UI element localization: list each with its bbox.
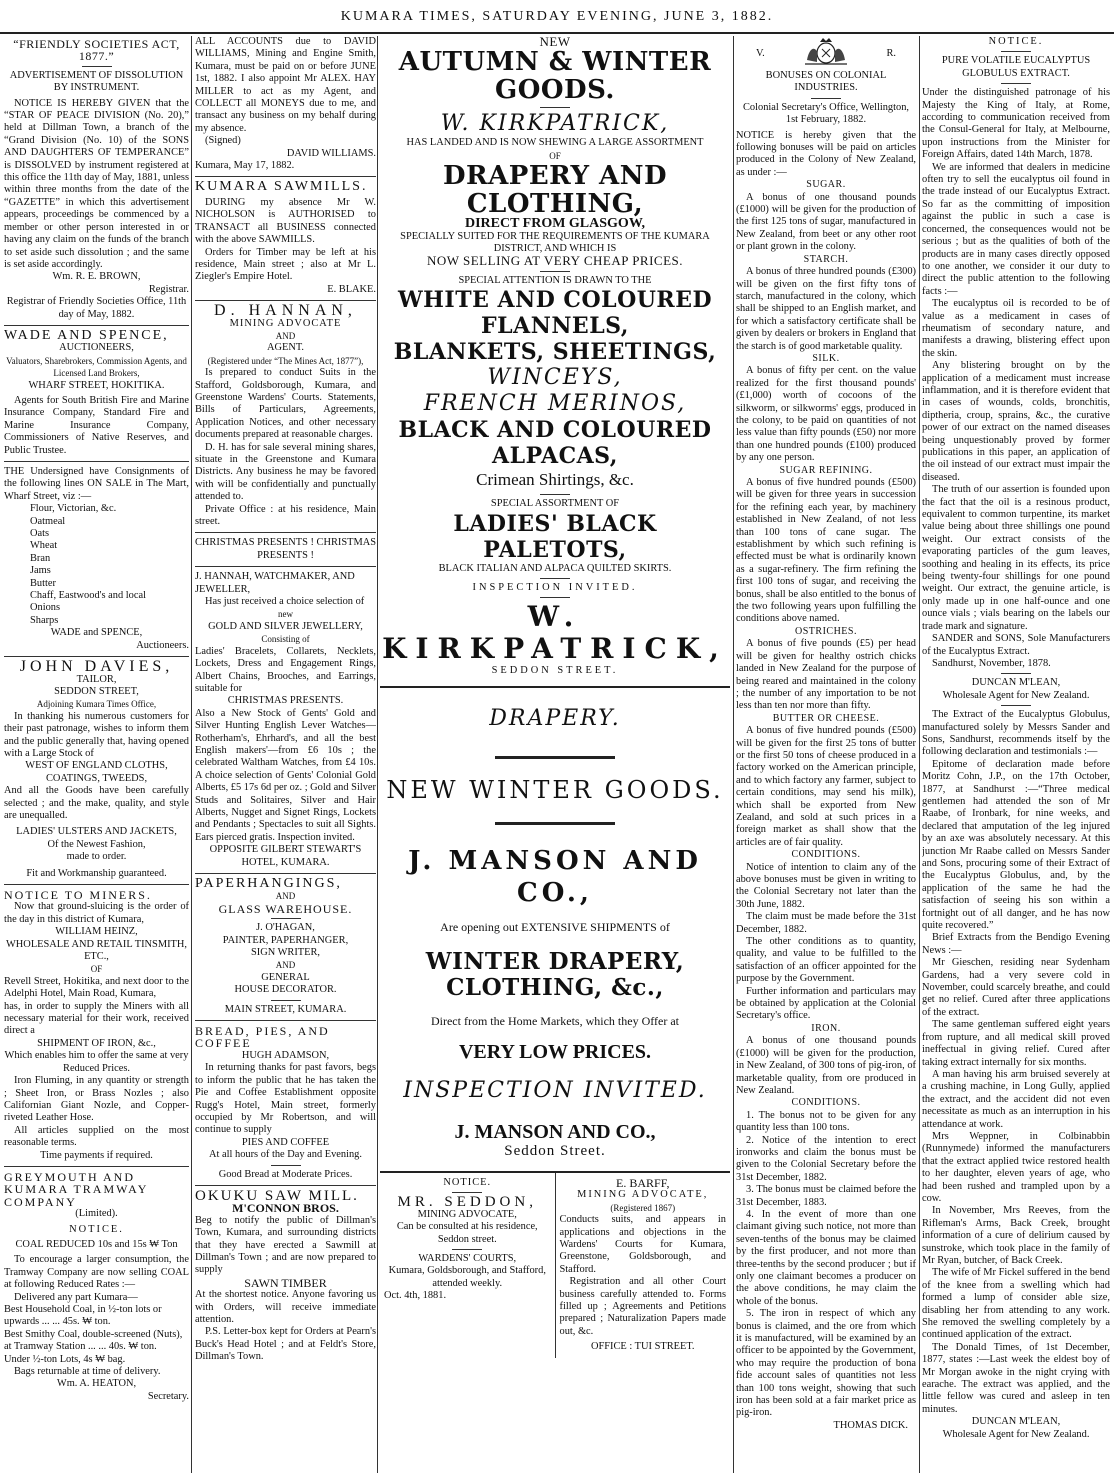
ad-line: AUCTIONEERS, xyxy=(59,342,134,354)
consignment-ad xyxy=(4,466,189,652)
ad-body: Which enables him to offer the same at very Reduced Prices. xyxy=(4,1050,189,1074)
ad-line: WHOLESALE AND RETAIL TINSMITH, ETC., xyxy=(6,938,187,963)
ad-name: MR. SEDDON, xyxy=(397,1194,537,1211)
ad-headline: FRENCH MERINOS, xyxy=(423,391,687,417)
crest-letter: V. xyxy=(756,48,765,59)
ad-line: NOTICE. xyxy=(69,1223,124,1235)
ad-title: PAPERHANGINGS, xyxy=(195,876,342,891)
ad-line: WEST OF ENGLAND CLOTHS, xyxy=(25,760,168,772)
royal-crest-icon xyxy=(801,36,851,66)
notice-title: BONUSES ON COLONIAL INDUSTRIES. xyxy=(765,70,887,94)
rate-line: Bags returnable at time of delivery. xyxy=(14,1366,161,1378)
ad-line: OPPOSITE GILBERT STEWART'S HOTEL, KUMARA. xyxy=(209,844,362,868)
kirkpatrick-ad xyxy=(380,36,730,678)
wade-spence-ad xyxy=(4,327,189,457)
agent-name: DUNCAN M'LEAN, xyxy=(971,1416,1061,1428)
j-hannah-jeweller-ad xyxy=(195,537,376,869)
ad-signature: DAVID WILLIAMS. xyxy=(286,147,376,159)
ad-title: NOTICE TO MINERS. xyxy=(4,888,152,902)
ad-body: And all the Goods have been carefully selected ; and the make, quality, and style are unequalled. xyxy=(4,785,189,821)
ad-line: SPECIAL ATTENTION IS DRAWN TO THE xyxy=(458,274,652,286)
ad-body: Ladies' Bracelets, Collarets, Necklets, Lockets, Dress and Engagement Rings, Albert Chains, Brooches, and Earrings, suitable for xyxy=(195,645,376,694)
ad-signature: E. BLAKE. xyxy=(327,283,376,295)
ad-line: COATINGS, TWEEDS, xyxy=(45,772,148,784)
ad-line: DIRECT FROM GLASGOW, xyxy=(464,216,646,232)
ad-line: (Signed) xyxy=(205,135,241,147)
ad-line: INSPECTION INVITED. xyxy=(472,582,638,594)
ad-title: KUMARA SAWMILLS. xyxy=(195,179,368,195)
column-4 xyxy=(736,36,916,1473)
ad-line: SAWN TIMBER xyxy=(244,1275,327,1290)
ad-line: (Registered 1867) xyxy=(610,1202,676,1213)
column-5 xyxy=(922,36,1110,1473)
ad-body: Time payments if required. xyxy=(40,1149,153,1161)
list-item: Jams xyxy=(30,565,51,577)
ad-line: Valuators, Sharebrokers, Commission Agents, and xyxy=(6,355,187,366)
section-body: The other conditions as to quantity, quality, and value to be fulfilled to the satisfaction of an officer appointed for the purpose by the Government. xyxy=(736,936,916,985)
notice-body: SANDER and SONS, Sole Manufacturers of the Eucalyptus Extract. xyxy=(922,633,1110,657)
ad-line: GOLD AND SILVER JEWELLERY, xyxy=(208,620,363,632)
ad-line: MAIN STREET, KUMARA. xyxy=(224,1003,347,1015)
ad-body: In thanking his numerous customers for their past patronage, wishes to inform them and the public generally that, having opened with a Large Stock of xyxy=(4,710,189,759)
ad-headline: BLANKETS, SHEETINGS, xyxy=(393,339,717,366)
column-3 xyxy=(380,36,730,1473)
ad-body: Now that ground-sluicing is the order of the day in this district of Kumara, xyxy=(4,901,189,925)
ad-body: Also a New Stock of Gents' Gold and Silver Hunting English Lever Watches—Rotherham's, Ehrhard's, and all the best English makers'—from £6 10s ; the celebrated Waltham Watches, from £4 10s. A choice selection of Gents' Colonial Gold Alberts, £5 17s 6d per oz. ; Gold and Silver Studs and Solitaires, Silver and Hair Alberts, Nugget and Signet Rings, Lockets and Pendants ; Spectacles to suit all Sights. Ears pierced gratis. Inspection invited. xyxy=(195,707,376,843)
kumara-sawmills-ad xyxy=(195,181,376,296)
section-body: 3. The bonus must be claimed before the 31st December, 1883. xyxy=(736,1184,916,1208)
section-heading: CONDITIONS. xyxy=(791,1097,861,1109)
ad-name: J. MANSON AND CO., xyxy=(454,1121,656,1144)
section-heading: STARCH. xyxy=(803,253,849,265)
ad-headline: DRAPERY. xyxy=(489,705,621,731)
ad-line: WILLIAM HEINZ, xyxy=(55,926,138,938)
barff-notice xyxy=(556,1173,731,1358)
notice-to-miners-ad xyxy=(4,889,189,1162)
ad-line: Licensed Land Brokers, xyxy=(53,368,140,379)
column-rule xyxy=(191,36,192,1473)
ad-line: NOW SELLING AT VERY CHEAP PRICES. xyxy=(426,253,684,269)
notice-subtitle: ADVERTISEMENT OF DISSOLUTION BY INSTRUMENT. xyxy=(9,69,184,94)
ad-line: SHIPMENT OF IRON, &c., xyxy=(37,1037,156,1049)
notice-body: We are informed that dealers in medicine often try to sell the eucalyptus oil found in the trade instead of our Eucalyptus Extract. So far as the committing of imposition against the public in such a case is concerned, the consequences would not be serious ; but as the qualities of both of the products are in many cases directly opposed to one another, we consider it our duty to direct the public attention to the following facts :— xyxy=(922,161,1110,297)
ad-body: Can be consulted at his residence, Seddon street. xyxy=(396,1221,538,1245)
ad-line: BLACK ITALIAN AND ALPACA QUILTED SKIRTS. xyxy=(438,562,672,574)
ad-line: Fit and Workmanship guaranteed. xyxy=(26,867,167,879)
ad-body: Conducts suits, and appears in applications and objections in the Wardens' Courts for Kumara, Greenstone, Goldsborough, and Stafford. xyxy=(559,1214,726,1275)
list-item: Onions xyxy=(30,602,61,614)
ad-body: ALL ACCOUNTS due to DAVID WILLIAMS, Mining and Engine Smith, Kumara, must be paid on or before JUNE 1st, 1882. I also appoint Mr ALEX. HAY MILLER to act as my Agent, and COLLECT all MONEYS due to me, and transact any business on my behalf during my absence. xyxy=(195,36,376,134)
notice-signature: Wm. R. E. BROWN, xyxy=(52,271,141,283)
ad-headline: DRAPERY AND CLOTHING, xyxy=(442,161,668,220)
list-item: Flour, Victorian, &c. xyxy=(30,503,117,515)
ad-line: GENERAL xyxy=(261,971,310,983)
ad-title: NOTICE. xyxy=(443,1176,492,1188)
ad-line: HAS LANDED AND IS NOW SHEWING A LARGE ASSORTMENT xyxy=(406,137,704,149)
list-item: Sharps xyxy=(30,614,59,626)
notice-body: In November, Mrs Reeves, from the Rifleman's Arms, Back Creek, brought information of a cure of delirium caused by sunstroke, which took place in the family of Mr Ryan, butcher, of Back Creek. xyxy=(922,1205,1110,1266)
ad-line: WARDENS' COURTS, xyxy=(418,1252,517,1264)
notice-body: NOTICE is hereby given that the following bonuses will be paid on articles produced in the Colony of New Zealand, as under :— xyxy=(736,129,916,178)
section-heading: SILK. xyxy=(812,352,840,364)
ad-name: W. KIRKPATRICK, xyxy=(440,111,670,137)
ad-headline: WHITE AND COLOURED FLANNELS, xyxy=(397,287,713,340)
section-body: A bonus of five pounds (£5) per head will be given for healthy ostrich chicks landed in New Zealand for the purpose of being reared and maintained in the colony ; the number of any importation to be not less than ten nor more than fifty. xyxy=(736,638,916,712)
royal-crest-header xyxy=(736,36,916,70)
section-body: 2. Notice of the intention to erect ironworks and claim the bonus must be given to the Colonial Secretary before the 31st December, 1882. xyxy=(736,1134,916,1183)
section-body: 1. The bonus not to be given for any quantity less than 100 tons. xyxy=(736,1109,916,1134)
ad-line: SIGN WRITER, xyxy=(250,947,321,959)
david-williams-notice xyxy=(195,36,376,172)
ad-body: Registration and all other Court business carefully attended to. Forms filled up ; Agreements and Petitions prepared ; Naturalization Papers made out, &c. xyxy=(559,1276,726,1337)
ad-headline: LADIES' BLACK PALETOTS, xyxy=(453,510,657,563)
notice-body: The wife of Mr Fickel suffered in the bend of the knee from a swelling which had formed a lump of consider able size, disabling her from attending to any work. She removed the swelling completely by a continued application of the extract. xyxy=(922,1267,1110,1341)
ad-line: AND xyxy=(275,891,296,902)
ad-line: AND xyxy=(275,960,296,971)
ad-body: Is prepared to conduct Suits in the Stafford, Goldsborough, Kumara, and Greenstone Wardens' Courts. Statements, Bills of Particulars, Agreements, Application Notices, and other necessary documents prepared at reasonable charges. xyxy=(195,367,376,441)
seddon-notice xyxy=(380,1173,556,1358)
ad-body: Has just received a choice selection of xyxy=(205,596,365,608)
ad-body: THE Undersigned have Consignments of the following lines ON SALE in The Mart, Wharf Street, viz :— xyxy=(4,466,189,502)
list-item: Wheat xyxy=(30,540,58,552)
notice-body: A man having his arm bruised severely at a crushing machine, in Long Gully, applied the extract, and the accident did not even necessitate as much as an interruption in his attendance at work. xyxy=(922,1068,1110,1130)
ad-line: J. O'HAGAN, xyxy=(256,922,315,934)
ad-line: SPECIALLY SUITED FOR THE REQUIREMENTS OF THE KUMARA DISTRICT, AND WHICH IS xyxy=(400,230,710,255)
ad-title: CHRISTMAS PRESENTS ! CHRISTMAS PRESENTS ! xyxy=(195,537,376,561)
ad-body: At the shortest notice. Anyone favoring us with Orders, will receive immediate attention. xyxy=(195,1289,376,1325)
masthead: KUMARA TIMES, SATURDAY EVENING, JUNE 3, 1882. xyxy=(0,0,1114,34)
ad-line: HUGH ADAMSON, xyxy=(241,1049,330,1061)
rate-line: Best Household Coal, in ½-ton lots or upwards ... ... 45s. ₩ ton. xyxy=(4,1304,162,1328)
ad-line: SEDDON STREET, xyxy=(54,685,139,697)
ad-body: Kumara, Goldsborough, and Stafford, attended weekly. xyxy=(388,1265,546,1289)
notice-body: The same gentleman suffered eight years from rupture, and all medical skill proved ineffectual in giving relief. Cured after taking extract internally for six months. xyxy=(922,1019,1110,1068)
list-item: Oatmeal xyxy=(30,515,66,527)
ad-title: WADE AND SPENCE, xyxy=(4,327,169,343)
ad-title: D. HANNAN, xyxy=(214,302,357,320)
list-item: Bran xyxy=(30,552,51,564)
ad-line: MINING ADVOCATE, xyxy=(577,1189,709,1201)
ad-line: CHRISTMAS PRESENTS. xyxy=(227,695,344,707)
ad-title: JOHN DAVIES, xyxy=(19,658,174,676)
friendly-societies-notice xyxy=(4,38,189,321)
notice-title: NOTICE. xyxy=(988,36,1044,47)
ad-body: D. H. has for sale several mining shares, situate in the Greenstone and Kumara Districts. Any business he may be favored with will be confidentially and punctually attended to. xyxy=(195,441,376,503)
ad-line: AGENT. xyxy=(266,342,305,354)
ad-body: P.S. Letter-box kept for Orders at Pearn's Buck's Head Hotel ; and at Feldt's Store, Dillman's Town. xyxy=(195,1326,376,1363)
ad-line: MINING ADVOCATE xyxy=(229,317,342,329)
notice-office: Colonial Secretary's Office, Wellington, 1st February, 1882. xyxy=(743,101,909,126)
ad-headline: BLACK AND COLOURED ALPACAS, xyxy=(398,417,712,470)
section-heading: SUGAR REFINING. xyxy=(779,464,873,476)
ad-title: OKUKU SAW MILL. xyxy=(195,1187,359,1204)
bread-pies-coffee-ad xyxy=(195,1025,376,1181)
notice-body: NOTICE IS HEREBY GIVEN that the “STAR OF PEACE DIVISION (No. 20),” held at Dillman Town, a branch of the “Grand Division (No. 10) of the SONS AND DAUGHTERS OF TEMPERANCE” is DISSOLVED by instrument registered at this office the 11th day of May, 1881, unless within three months from the date of the “GAZETTE” in which this advertisement appears, proceedings be commenced by a member or other person interested in or having any claim on the funds of the branch to set aside such dissolution ; and the same is set aside accordingly. xyxy=(4,97,189,270)
crest-letter: R. xyxy=(886,48,896,59)
column-2 xyxy=(195,36,376,1473)
ad-body: Agents for South British Fire and Marine Insurance Company, Standard Fire and Marine Insurance Company, Commissioners of Native Reserves, and Public Trustee. xyxy=(4,394,189,456)
notice-body: The truth of our assertion is founded upon the fact that the oil is a resinous product, equivalent to common turpentine, its market value being about three shillings one pound weight. Our extract consists of the evaporating particles of the gum leaves, soothing and healing in its effects, its price being twenty-four shillings for one pound weight. Our extract, the genuine article, is only made up in one half-ounce and one ounce vials ; vials bearing on the labels our trade mark and signature. xyxy=(922,484,1110,632)
notice-body: Under the distinguished patronage of his Majesty the King of Italy, at Rome, according to communication received from the Consul-General for Italy, at Melbourne, upon instructions from the Minister for Foreign Affairs, dated 14th March, 1878. xyxy=(922,87,1110,161)
section-body: 4. In the event of more than one claimant giving such notice, not more than seven-tenths of the bonus may be claimed by the first producer, and not more than three-tenths by the second producer ; but if only one claimant becomes a producer on the above conditions, he may claim the whole of the bonus. xyxy=(736,1208,916,1307)
ad-date: Oct. 4th, 1881. xyxy=(384,1290,447,1302)
ad-body: Orders for Timber may be left at his residence, Main street ; also at Mr L. Ziegler's Empire Hotel. xyxy=(195,246,376,283)
ad-line: SEDDON STREET. xyxy=(491,665,619,677)
section-body: A bonus of fifty per cent. on the value realized for the first thousand pounds' (£1,000) worth of cocoons of the silkworm, or silkworms' eggs, produced in the colony, to be paid on quantities of not less value than fifty pounds (£50) nor more than one hundred pounds (£100) produced by any one person. xyxy=(736,365,916,464)
ad-line: Seddon Street. xyxy=(504,1142,606,1159)
ad-line: TAILOR, xyxy=(76,673,117,685)
section-body: A bonus of five hundred pounds (£500) will be given for three years in succession for the refining each year, by machinery established in New Zealand, of not less than 100 tons of cane sugar. The establishment by which such refining is effected must be what is ordinarily known as a sugar-refinery. The firm refining the first 100 tons of sugar, and receiving the bonus, shall be also entitled to the bonus of the two following years upon fulfilling the conditions above named. xyxy=(736,477,916,625)
ad-line: LADIES' ULSTERS AND JACKETS, xyxy=(16,826,177,838)
ad-headline: VERY LOW PRICES. xyxy=(458,1040,652,1063)
section-body: 5. The iron in respect of which any bonus is claimed, and the ore from which it is manufactured, will be examined by an officer to be appointed by the Government, who may require the production of bona fide account sales of quantities not less than 100 tons weight, showing that such iron has been sold at a fair market price as pig-iron. xyxy=(736,1308,916,1419)
ad-line: OF xyxy=(549,150,561,161)
ad-name: W. KIRKPATRICK, xyxy=(382,600,728,666)
advocate-notices xyxy=(380,1171,730,1358)
notice-body: Epitome of declaration made before Moritz Cohn, J.P., on the 17th October, 1877, at Sandhurst :—“Three medical gentlemen had attended the son of Mr Raabe, of Ironbark, for nine weeks, and declared that amputation of the leg injured by an axe was absolutely necessary. At this junction Mr Raabe called on Messrs Sander and Sons, procuring some of their Extract of the Eucalyptus Globulus, and, by the application of the same he had the satisfaction of seeing his son within a fortnight out of all danger, and he has now quite recovered.” xyxy=(922,758,1110,932)
ad-name: E. BARFF, xyxy=(616,1175,670,1190)
ad-line: Crimean Shirtings, &c. xyxy=(476,470,634,490)
notice-body: Brief Extracts from the Bendigo Evening News :— xyxy=(922,932,1110,956)
ad-signature: WADE and SPENCE, xyxy=(50,627,143,639)
section-heading: CONDITIONS. xyxy=(791,849,861,861)
paperhangings-ad xyxy=(195,878,376,1016)
notice-body: Sandhurst, November, 1878. xyxy=(932,657,1051,669)
ad-line: OFFICE : TUI STREET. xyxy=(590,1341,695,1353)
ad-line: PIES AND COFFEE xyxy=(241,1136,330,1148)
section-heading: BUTTER OR CHEESE. xyxy=(772,712,880,724)
ad-line: AND xyxy=(275,330,296,341)
ad-headline: WINTER DRAPERY, CLOTHING, &c., xyxy=(425,948,685,1002)
ad-body: Delivered any part Kumara— xyxy=(14,1291,138,1303)
consignment-list xyxy=(4,503,189,627)
ad-headline: NEW WINTER GOODS. xyxy=(386,775,724,804)
ad-line: NEW xyxy=(539,36,571,49)
notice-title: “FRIENDLY SOCIETIES ACT, 1877.” xyxy=(13,37,180,64)
section-heading: SUGAR. xyxy=(806,179,846,191)
section-body: The claim must be made before the 31st December, 1882. xyxy=(736,911,916,935)
ad-body: Beg to notify the public of Dillman's Town, Kumara, and surrounding districts that they have erected a Sawmill at Dillman's Town ; and are now prepared to supply xyxy=(195,1214,376,1276)
ad-title: BREAD, PIES, AND COFFEE xyxy=(195,1024,330,1051)
column-rule xyxy=(377,36,378,1473)
ad-headline: INSPECTION INVITED. xyxy=(403,1078,707,1104)
ad-line: MINING ADVOCATE, xyxy=(417,1208,517,1220)
notice-body: The Extract of the Eucalyptus Globulus, manufactured solely by Messrs Sander and Sons, Sandhurst, recommends itself by the following declaration and testimonials :— xyxy=(922,709,1110,758)
column-rule xyxy=(733,36,734,1473)
rate-line: Best Smithy Coal, double-screened (Nuts), at Tramway Station ... ... 40s. ₩ ton. xyxy=(4,1328,183,1353)
tramway-company-ad xyxy=(4,1171,189,1403)
ad-line: Of the Newest Fashion, xyxy=(47,838,146,850)
john-davies-ad xyxy=(4,658,189,880)
notice-body: Mrs Weppner, in Colbinabbin (Runnymede) informed the manufacturers that the extract applied twice restored health to her daughter, eleven years of age, who had been rushed and trampled upon by a cow. xyxy=(922,1130,1110,1204)
notice-subtitle: PURE VOLATILE EUCALYPTUS GLOBULUS EXTRACT. xyxy=(941,55,1091,79)
ad-line: Direct from the Home Markets, which they Offer at xyxy=(430,1014,680,1029)
notice-body: Mr Gieschen, residing near Sydenham Gardens, had a very severe cold in November, could scarcely breathe, and could get no relief. Cured after three applications of the extract. xyxy=(922,957,1110,1018)
column-1 xyxy=(4,36,189,1473)
section-heading: IRON. xyxy=(811,1022,841,1034)
section-body: A bonus of one thousand pounds (£1000) will be given for the production of the first 125 tons of sugar, manufactured in New Zealand, from beet or any other root or plant grown in the colony. xyxy=(736,191,916,253)
agent-role: Wholesale Agent for New Zealand. xyxy=(942,689,1090,701)
rate-line: Under ½-ton Lots, 4s ₩ bag. xyxy=(4,1353,126,1365)
list-item: Oats xyxy=(30,528,50,540)
ad-line: OF xyxy=(90,964,103,975)
ad-date: Kumara, May 17, 1882. xyxy=(195,160,295,172)
section-body: A bonus of three hundred pounds (£300) will be given on the first fifty tons of starch, manufactured in the colony, which shall be shipped to an English market, and for which a satisfactory certificate shall be given by dealers or brokers in England that the starch is of good marketable quality. xyxy=(736,266,916,352)
ad-line: Adjoining Kumara Times Office, xyxy=(36,699,157,710)
ad-body: Iron Fluming, in any quantity or strength ; Sheet Iron, or Brass Nozles ; also Californian Giant Nozle, and Copper-riveted Leather Hose. xyxy=(4,1075,189,1124)
notice-signature: THOMAS DICK. xyxy=(833,1419,908,1431)
ad-line: (Registered under “The Mines Act, 1877”), xyxy=(207,355,364,366)
notice-body: The eucalyptus oil is recorded to be of value as a medicament in cases of rheumatism of secondary nature, and manifests a drawing, blistering effect upon the skin. xyxy=(922,298,1110,359)
notice-body: Any blistering brought on by the application of a medicament must increase inflammation, and it is therefore evident that in cases of wounds, colds, bronchitis, diptheria, croup, sprains, &c., the curative power of our extract on the named diseases being unquestionably proved by former publications in this paper, an application of the oil instead of our extract must impair the diseased. xyxy=(922,360,1110,483)
d-hannan-ad xyxy=(195,302,376,528)
column-rule xyxy=(919,36,920,1473)
list-item: Chaff, Eastwood's and local xyxy=(30,590,146,602)
okuku-saw-mill-ad xyxy=(195,1187,376,1364)
section-body: Notice of intention to claim any of the above bonuses must be given in writing to the Colonial Secretary not later than the 30th June, 1882. xyxy=(736,861,916,910)
ad-line: SPECIAL ASSORTMENT OF xyxy=(490,498,620,510)
ad-body: All articles supplied on the most reasonable terms. xyxy=(4,1124,189,1149)
ad-line: At all hours of the Day and Evening. xyxy=(209,1149,362,1161)
ad-signature: Wm. A. HEATON, xyxy=(56,1378,137,1390)
ad-line: Are opening out EXTENSIVE SHIPMENTS of xyxy=(440,919,670,934)
manson-ad xyxy=(380,692,730,1157)
ad-line: (Limited). xyxy=(75,1208,118,1220)
ad-body: Private Office : at his residence, Main street. xyxy=(195,503,376,528)
ad-role: Auctioneers. xyxy=(136,639,189,651)
ad-role: Secretary. xyxy=(147,1390,189,1402)
list-item: Butter xyxy=(30,577,56,589)
section-heading: OSTRICHES. xyxy=(795,625,857,637)
ad-body: has, in order to supply the Miners with all necessary material for their work, received direct a xyxy=(4,1000,189,1037)
ad-line: GLASS WAREHOUSE. xyxy=(218,901,353,916)
ad-body: In returning thanks for past favors, begs to inform the public that he has taken the Pie and Coffee Establishment opposite Rugg's Hotel, Main street, formerly occupied by Mr Robertson, and will continue to supply xyxy=(195,1062,376,1136)
ad-line: WHARF STREET, HOKITIKA. xyxy=(28,379,165,391)
ad-line: made to order. xyxy=(66,851,127,863)
ad-line: Consisting of xyxy=(261,634,310,645)
ad-line: HOUSE DECORATOR. xyxy=(234,984,337,996)
ad-line: M'CONNON BROS. xyxy=(232,1201,339,1216)
section-body: Further information and particulars may be obtained by application at the Colonial Secretary's office. xyxy=(736,985,916,1022)
ad-headline: AUTUMN & WINTER GOODS. xyxy=(398,47,712,106)
notice-body: The Donald Times, of 1st December, 1877, states :—Last week the eldest boy of Mr Morgan awoke in the night crying with earache. The extract was applied, and the little fellow was cured and asleep in ten minutes. xyxy=(922,1341,1110,1415)
ad-body: Revell Street, Hokitika, and next door to the Adelphi Hotel, Main Road, Kumara, xyxy=(4,975,189,1000)
ad-headline: WINCEYS, xyxy=(487,365,623,391)
notice-footer: Registrar of Friendly Societies Office, 11th day of May, 1882. xyxy=(6,296,187,320)
ad-name: J. MANSON AND CO., xyxy=(408,845,702,908)
ad-title: GREYMOUTH AND KUMARA TRAMWAY COMPANY xyxy=(4,1169,148,1209)
ad-line: J. HANNAH, WATCHMAKER, AND JEWELLER, xyxy=(195,571,355,595)
section-body: A bonus of one thousand pounds (£1000) will be given for the production, in New Zealand, of 300 tons of pig-iron, of marketable quality, from ore produced in New Zealand. xyxy=(736,1035,916,1096)
ad-line: PAINTER, PAPERHANGER, xyxy=(222,934,349,946)
ad-body: To encourage a larger consumption, the Tramway Company are now selling COAL at following Reduced Rates :— xyxy=(4,1254,189,1291)
ad-line: Good Bread at Moderate Prices. xyxy=(218,1168,353,1180)
agent-name: DUNCAN M'LEAN, xyxy=(971,677,1061,689)
ad-line: new xyxy=(278,609,293,620)
section-body: A bonus of five hundred pounds (£500) will be given for the first 25 tons of butter or the first 50 tons of cheese produced in a factory worked on the American principle, and to which factory any farmer, subject to certain conditions, may send his milk), which shall be exported from New Zealand, and sold at such prices in a foreign market as shall show that the articles are of fair quality. xyxy=(736,725,916,848)
notice-role: Registrar. xyxy=(148,283,189,295)
ad-body: DURING my absence Mr W. NICHOLSON is AUTHORISED to TRANSACT all BUSINESS connected with the above SAWMILLS. xyxy=(195,196,376,246)
agent-role: Wholesale Agent for New Zealand. xyxy=(942,1428,1090,1440)
ad-line: COAL REDUCED 10s and 15s ₩ Ton xyxy=(15,1238,178,1250)
